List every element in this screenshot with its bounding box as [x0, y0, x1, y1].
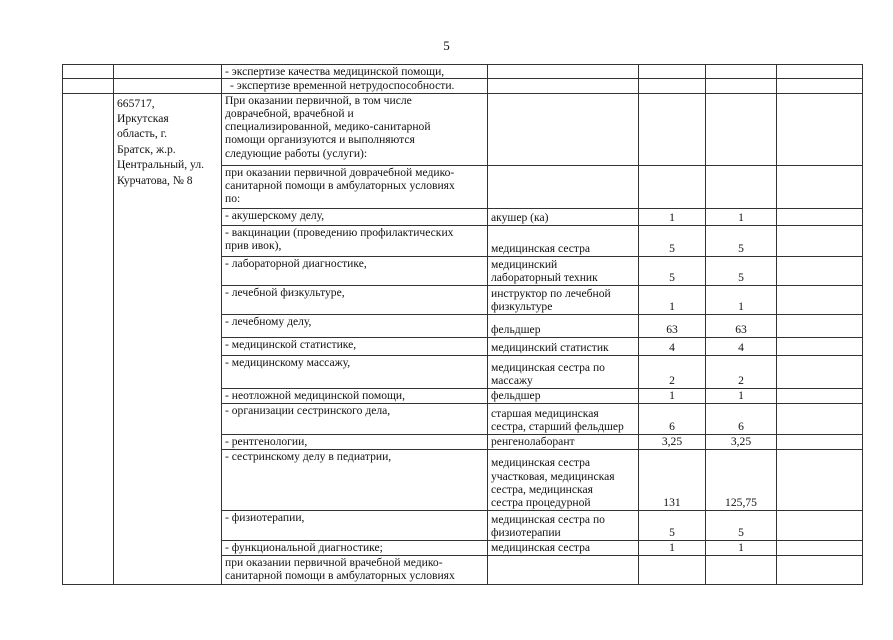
position-cell: инструктор по лечебной физкультуре	[488, 285, 639, 314]
work-cell: - экспертизе временной нетрудоспособности.	[222, 79, 488, 93]
position-cell: медицинская сестра участковая, медицинская сестра, медицинская сестра процедурной	[488, 449, 639, 510]
empty-cell	[777, 449, 863, 510]
position-cell: медицинская сестра	[488, 540, 639, 555]
count-cell: 131	[639, 449, 706, 510]
count-cell: 63	[639, 314, 706, 337]
work-cell: - медицинской статистике,	[222, 337, 488, 355]
count-cell: 3,25	[706, 434, 777, 449]
position-cell: ренгенолаборант	[488, 434, 639, 449]
count-cell: 5	[706, 256, 777, 285]
empty-cell	[706, 555, 777, 584]
count-cell: 4	[639, 337, 706, 355]
empty-cell	[777, 403, 863, 434]
count-cell: 5	[706, 225, 777, 256]
work-cell: - функциональной диагностике;	[222, 540, 488, 555]
work-cell: - акушерскому делу,	[222, 208, 488, 225]
empty-cell	[777, 434, 863, 449]
work-cell: - лабораторной диагностике,	[222, 256, 488, 285]
count-cell: 2	[706, 355, 777, 388]
position-cell: старшая медицинская сестра, старший фельдшер	[488, 403, 639, 434]
address-cell: 665717, Иркутская область, г. Братск, ж.р. Центральный, ул. Курчатова, № 8	[114, 93, 222, 584]
empty-cell	[777, 314, 863, 337]
work-cell: - лечебному делу,	[222, 314, 488, 337]
table-row	[63, 65, 863, 79]
table-row	[63, 93, 863, 165]
empty-cell	[488, 555, 639, 584]
empty-cell	[777, 285, 863, 314]
count-cell: 5	[639, 510, 706, 540]
count-cell: 1	[706, 208, 777, 225]
position-cell: медицинский статистик	[488, 337, 639, 355]
position-cell: медицинская сестра по массажу	[488, 355, 639, 388]
work-cell: - рентгенологии,	[222, 434, 488, 449]
count-cell: 5	[639, 225, 706, 256]
count-cell: 125,75	[706, 449, 777, 510]
count-cell: 5	[639, 256, 706, 285]
work-cell: - организации сестринского дела,	[222, 403, 488, 434]
count-cell: 6	[639, 403, 706, 434]
work-cell: - сестринскому делу в педиатрии,	[222, 449, 488, 510]
count-cell: 1	[639, 540, 706, 555]
empty-cell	[777, 510, 863, 540]
work-cell: - физиотерапии,	[222, 510, 488, 540]
count-cell: 1	[706, 388, 777, 403]
count-cell: 1	[639, 285, 706, 314]
table-row	[63, 79, 863, 93]
count-cell: 1	[639, 208, 706, 225]
empty-cell	[777, 388, 863, 403]
work-cell: - неотложной медицинской помощи,	[222, 388, 488, 403]
position-cell: медицинский лабораторный техник	[488, 256, 639, 285]
count-cell: 3,25	[639, 434, 706, 449]
position-cell: медицинская сестра по физиотерапии	[488, 510, 639, 540]
empty-cell	[777, 256, 863, 285]
count-cell: 5	[706, 510, 777, 540]
empty-cell	[777, 355, 863, 388]
empty-cell	[777, 225, 863, 256]
count-cell: 63	[706, 314, 777, 337]
count-cell: 1	[639, 388, 706, 403]
count-cell: 2	[639, 355, 706, 388]
position-cell: медицинская сестра	[488, 225, 639, 256]
page-number: 5	[443, 38, 450, 53]
count-cell: 1	[706, 285, 777, 314]
intro-cell: При оказании первичной, в том числе доврачебной, врачебной и специализированной, медико-санитарной помощи организуются и выполняются следующие работы (услуги):	[222, 93, 488, 165]
work-cell: - медицинскому массажу,	[222, 355, 488, 388]
position-cell: фельдшер	[488, 314, 639, 337]
services-table	[62, 64, 863, 585]
count-cell: 1	[706, 540, 777, 555]
empty-cell	[777, 337, 863, 355]
empty-cell	[777, 540, 863, 555]
number-cell	[63, 93, 114, 584]
work-cell: - вакцинации (проведению профилактических прив ивок),	[222, 225, 488, 256]
empty-cell	[777, 208, 863, 225]
empty-cell	[639, 555, 706, 584]
section-heading: при оказании первичной доврачебной медико- санитарной помощи в амбулаторных условиях по:	[222, 165, 488, 208]
work-cell: - лечебной физкультуре,	[222, 285, 488, 314]
count-cell: 4	[706, 337, 777, 355]
position-cell: акушер (ка)	[488, 208, 639, 225]
empty-cell	[777, 555, 863, 584]
position-cell: фельдшер	[488, 388, 639, 403]
section-heading: при оказании первичной врачебной медико- санитарной помощи в амбулаторных условиях	[222, 555, 488, 584]
count-cell: 6	[706, 403, 777, 434]
work-cell: - экспертизе качества медицинской помощи,	[222, 65, 488, 79]
